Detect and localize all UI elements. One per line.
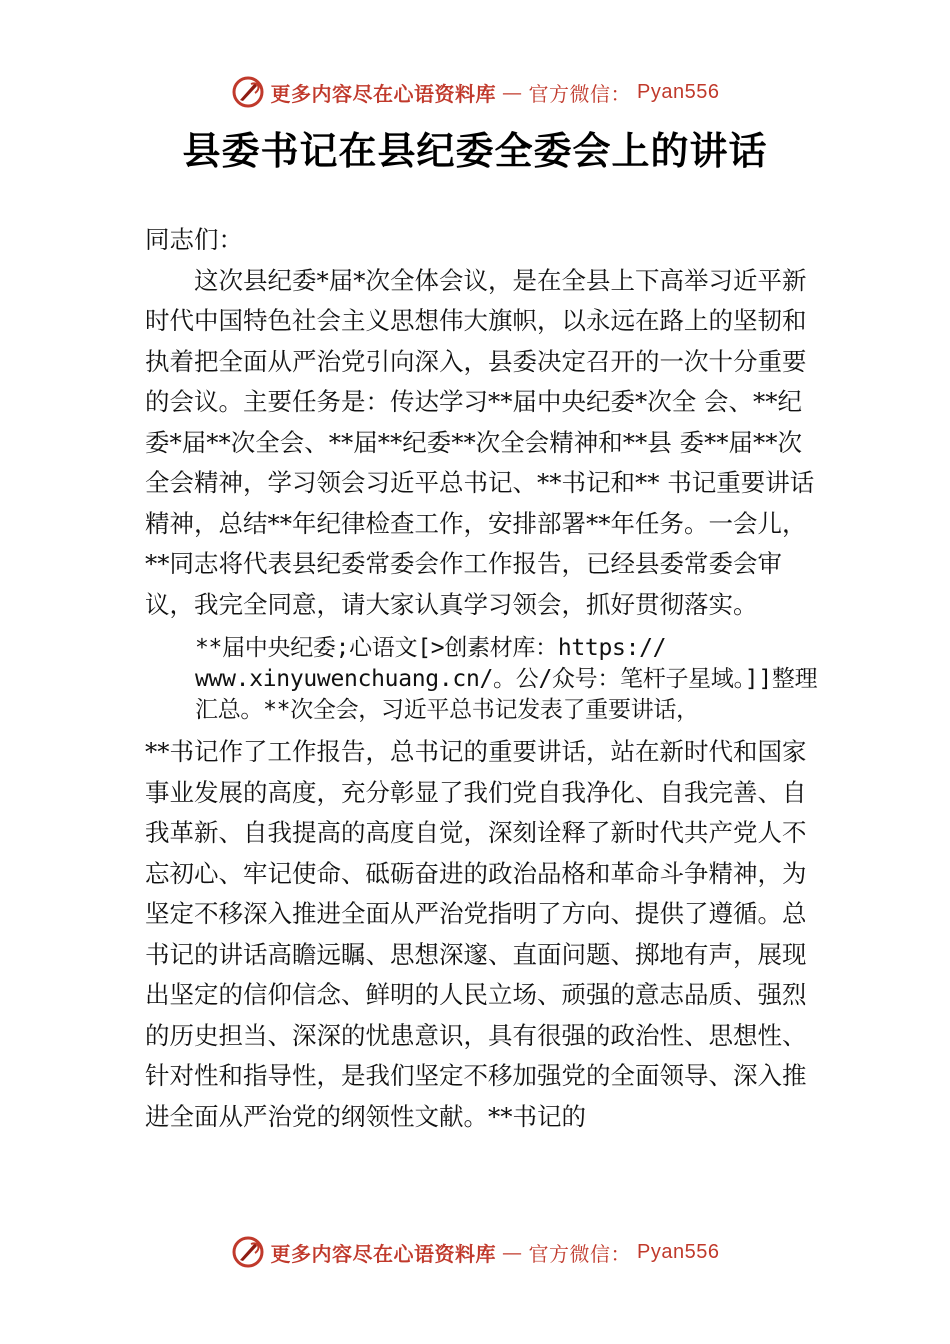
document-title: 县委书记在县纪委全委会上的讲话 xyxy=(182,128,768,173)
banner-separator: — xyxy=(502,80,523,104)
banner-wechat-label: 官方微信： xyxy=(528,81,632,106)
source-note: **届中央纪委;心语文[>创素材库：https:// www.xinyuwenchuang.cn/。公/众号：笔杆子星域。]]整理汇总。**次全会，习近平总书记发表了重要讲话， xyxy=(195,635,818,723)
quill-circle-icon xyxy=(231,75,265,109)
footer-banner xyxy=(0,1232,950,1272)
quill-circle-icon xyxy=(231,1235,265,1269)
banner-wechat-id: Pyan556 xyxy=(637,1240,720,1263)
banner-wechat-label: 官方微信： xyxy=(528,1241,632,1266)
banner-wechat-id: Pyan556 xyxy=(637,80,720,103)
paragraph-2: **书记作了工作报告，总书记的重要讲话，站在新时代和国家事业发展的高度，充分彰显了我们党自我净化、自我完善、自我革新、自我提高的高度自觉，深刻诠释了新时代共产党人不忘初心、牢记使命、砥砺奋进的政治品格和革命斗争精神，为坚定不移深入推进全面从严治党指明了方向、提供了遵循。总书记的讲话高瞻远瞩、思想深邃、直面问题、掷地有声，展现出坚定的信仰信念、鲜明的人民立场、顽强的意志品质、强烈的历史担当、深深的忧患意识，具有很强的政治性、思想性、针对性和指导性，是我们坚定不移加强党的全面领导、深入推进全面从严治党的纲领性文献。**书记的 xyxy=(145,737,807,1131)
document-body xyxy=(145,220,825,1137)
header-banner xyxy=(0,72,950,112)
banner-separator: — xyxy=(502,1240,523,1264)
banner-main-text: 更多内容尽在心语资料库 xyxy=(270,81,497,106)
banner-main-text: 更多内容尽在心语资料库 xyxy=(270,1241,497,1266)
salutation: 同志们： xyxy=(145,225,243,254)
paragraph-1: 这次县纪委*届*次全体会议，是在全县上下高举习近平新时代中国特色社会主义思想伟大旗帜，以永远在路上的坚韧和执着把全面从严治党引向深入，县委决定召开的一次十分重要的会议。主要任务是：传达学习**届中央纪委*次全 会、**纪委*届**次全会、**届**纪委**次全会精神和**县 委**届**次全会精神，学习领会习近平总书记、**书记和** 书记重要讲话精神，总结**年纪律检查工作，安排部署**年任务。一会儿，**同志将代表县纪委常委会作工作报告，已经县委常委会审议，我完全同意，请大家认真学习领会，抓好贯彻落实。 xyxy=(145,265,815,619)
